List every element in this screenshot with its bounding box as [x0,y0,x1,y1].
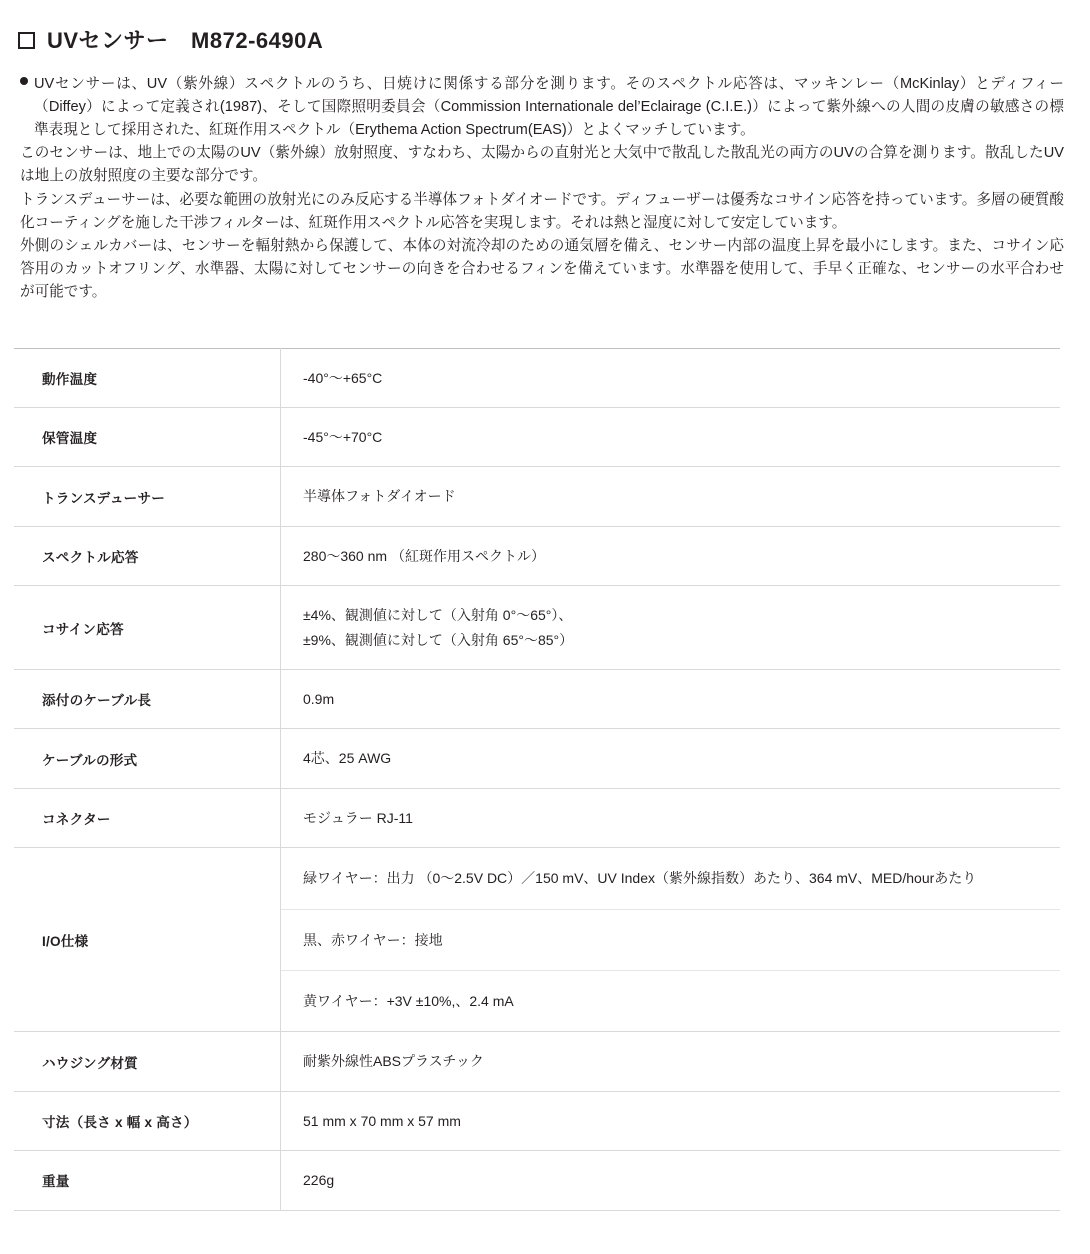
spec-label: 動作温度 [14,348,281,407]
spec-label: 添付のケーブル長 [14,670,281,729]
spec-value-line: ±9%、観測値に対して（入射角 65°～85°） [303,631,574,648]
spec-value [281,1032,1061,1091]
square-bullet-icon [18,32,35,49]
spec-value [281,788,1061,847]
spec-label: I/O仕様 [14,848,281,1032]
intro-paragraph [20,73,1064,141]
spec-value-line: ±4%、観測値に対して（入射角 0°～65°）、 [303,607,573,624]
spec-value-line: 0.9m [303,691,335,707]
spec-value [281,1091,1061,1150]
intro-paragraph-text: UVセンサーは、UV（紫外線）スペクトルのうち、日焼けに関係する部分を測ります。そのスペクトル応答は、マッキンレー（McKinlay）とディフィー（Diffey）によって定義され(1987)、そして国際照明委員会（Commission Internationale del’Eclairage (C.I.E.)）によって紫外線への人間の皮膚の敏感さの標準表現として採用された、紅斑作用スペクトル（Erythema Action Spectrum(EAS)）とよくマッチしています。 [34,76,1064,138]
spec-label: 保管温度 [14,408,281,467]
spec-value-line: 緑ワイヤー：出力 （0～2.5V DC）／150 mV、UV Index（紫外線指数）あたり、364 mV、MED/hourあたり [303,870,977,887]
page-title [18,24,1070,55]
spec-label: ハウジング材質 [14,1032,281,1091]
table-row [14,408,1060,467]
spec-value [281,526,1061,585]
spec-label: コネクター [14,788,281,847]
intro-paragraph: トランスデューサーは、必要な範囲の放射光にのみ反応する半導体フォトダイオードです。ディフューザーは優秀なコサイン応答を持っています。多層の硬質酸化コーティングを施した干渉フィルターは、紅斑作用スペクトル応答を実現します。それは熱と湿度に対して安定しています。 [20,191,1064,231]
table-row [14,848,1060,1032]
round-bullet-icon [20,77,28,85]
spec-label: 重量 [14,1151,281,1210]
spec-value [281,467,1061,526]
spec-label: ケーブルの形式 [14,729,281,788]
spec-value-line: 226g [303,1172,335,1189]
spec-value-line: 280～360 nm （紅斑作用スペクトル） [303,547,545,564]
spec-value [281,348,1061,407]
page-title-text: UVセンサー M872-6490A [47,28,324,53]
table-row [14,788,1060,847]
specification-table [14,348,1060,1211]
spec-value [281,848,1061,1032]
spec-value-line: 耐紫外線性ABSプラスチック [303,1053,484,1070]
spec-value-line: -45°～+70°C [303,429,383,446]
intro-paragraph: 外側のシェルカバーは、センサーを輻射熱から保護して、本体の対流冷却のための通気層を備え、センサー内部の温度上昇を最小にします。また、コサイン応答用のカットオフリング、水準器、太陽に対してセンサーの向きを合わせるフィンを備えています。水準器を使用して、手早く正確な、センサーの水平合わせが可能です。 [20,238,1064,300]
spec-label: スペクトル応答 [14,526,281,585]
intro-text-block [14,73,1070,304]
table-row [14,586,1060,670]
spec-value-line: 黒、赤ワイヤー：接地 [281,909,1060,970]
spec-value-line: 半導体フォトダイオード [303,488,456,505]
spec-value [281,1151,1061,1210]
spec-value-line: -40°～+65°C [303,369,383,386]
table-row [14,467,1060,526]
spec-label: コサイン応答 [14,586,281,670]
intro-paragraph: このセンサーは、地上での太陽のUV（紫外線）放射照度、すなわち、太陽からの直射光と大気中で散乱した散乱光の両方のUVの合算を測ります。散乱したUVは地上の放射照度の主要な部分です。 [20,145,1064,185]
spec-value-line: 4芯、25 AWG [303,750,392,767]
table-row [14,729,1060,788]
table-row [14,1032,1060,1091]
table-row [14,670,1060,729]
table-row [14,1091,1060,1150]
table-row [14,348,1060,407]
spec-value [281,729,1061,788]
spec-value [281,586,1061,670]
spec-value-line: 黄ワイヤー：+3V ±10%,、2.4 mA [281,970,1060,1031]
spec-label: 寸法（長さ x 幅 x 高さ） [14,1091,281,1150]
spec-value-line: モジュラー RJ-11 [303,809,413,826]
spec-label: トランスデューサー [14,467,281,526]
spec-value [281,670,1061,729]
spec-value [281,408,1061,467]
table-row [14,526,1060,585]
table-row [14,1151,1060,1210]
spec-value-line: 51 mm x 70 mm x 57 mm [303,1112,461,1129]
